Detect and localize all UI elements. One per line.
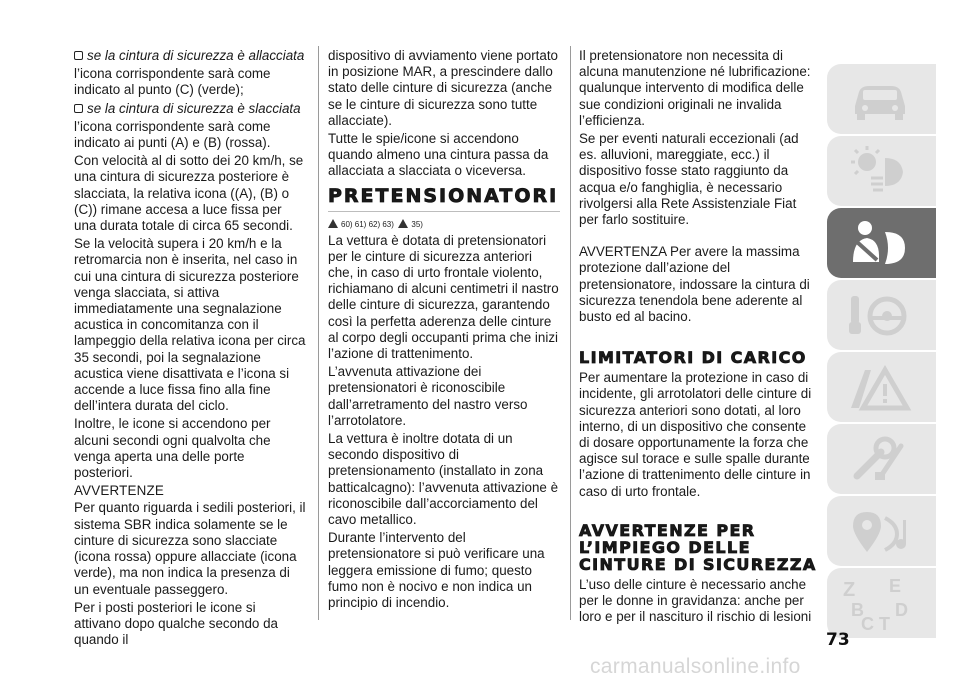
paragraph <box>74 101 306 117</box>
warning-triangle-icon <box>328 219 338 228</box>
car-icon <box>845 72 915 124</box>
paragraph: Con velocità al di sotto dei 20 km/h, se una cintura di sicurezza posteriore è slacciata, la relativa icona ((A), (B) o (C)) rimane accesa a luce fissa per una durata totale di circa 65 secondi. <box>74 153 304 234</box>
text-column-3 <box>579 48 819 627</box>
seatbelt-airbag-icon <box>845 216 915 272</box>
tab-lights-instruments[interactable] <box>827 136 936 206</box>
chapter-tabs <box>827 64 936 640</box>
page-number: 73 <box>826 630 850 650</box>
text-column-2 <box>328 48 560 613</box>
gps-multimedia-icon <box>845 504 915 560</box>
warning-triangle-road-icon <box>845 360 915 416</box>
tab-maintenance[interactable] <box>827 424 936 494</box>
paragraph: Durante l’intervento del pretensionatore si può verificare una leggera emissione di fumo; questo fumo non è nocivo e non indica un principio di incendio. <box>328 530 545 611</box>
paragraph: La vettura è dotata di pretensionatori per le cinture di sicurezza anteriori che, in caso di urto frontale violento, richiamano di alcuni centimetri il nastro delle cinture di sicurezza, garantendo così la perfetta aderenza delle cinture al corpo degli occupanti prima che inizi l’azione di trattenimento. <box>328 232 559 362</box>
paragraph: L’uso delle cinture è necessario anche per le donne in gravidanza: anche per loro e per il nascituro il rischio di lesioni <box>579 576 812 625</box>
index-letter: E <box>889 576 902 596</box>
tab-car-overview[interactable] <box>827 64 936 134</box>
warning-triangle-icon <box>398 219 408 228</box>
tools-icon <box>845 432 915 488</box>
checkbox-square-icon <box>74 51 83 60</box>
index-letter: D <box>895 600 908 620</box>
paragraph: l’icona corrispondente sarà come indicato al punto (C) (verde); <box>74 66 271 98</box>
section-heading-avvertenze <box>579 522 819 573</box>
paragraph: l’icona corrispondente sarà come indicato ai punti (A) e (B) (rossa). <box>74 118 271 151</box>
note-references: 35) <box>411 219 423 229</box>
paragraph: Inoltre, le icone si accendono per alcuni secondi ogni qualvolta che venga aperta una delle porte posteriori. <box>74 416 271 481</box>
warning-title: AVVERTENZE <box>74 483 165 499</box>
index-letter: T <box>879 614 890 632</box>
section-heading-pretensionatori: PRETENSIONATORI <box>328 186 560 212</box>
tab-safety[interactable] <box>827 208 936 278</box>
index-letter: C <box>861 614 874 632</box>
heading-line: L’IMPIEGO DELLE <box>579 537 751 557</box>
section-heading-limitatori: LIMITATORI DI CARICO <box>579 348 807 368</box>
paragraph <box>74 48 306 64</box>
heading-line: CINTURE DI SICUREZZA <box>579 554 817 574</box>
heading-line: AVVERTENZE PER <box>579 520 756 540</box>
column-divider-2 <box>570 46 571 620</box>
warning-paragraph: AVVERTENZA Per avere la massima protezione dall’azione del pretensionatore, indossare la cintura di sicurezza tenendola bene aderente al busto ed al bacino. <box>579 244 810 325</box>
text-column-1 <box>74 48 306 650</box>
note-references: 60) 61) 62) 63) <box>341 219 394 229</box>
paragraph: Il pretensionatore non necessita di alcuna manutenzione né lubrificazione: qualunque intervento di modifica delle sue condizioni originali ne invalida l’efficienza. <box>579 48 811 128</box>
steering-wheel-key-icon <box>845 288 915 344</box>
paragraph: Per quanto riguarda i sedili posteriori, il sistema SBR indica solamente se le cinture di sicurezza sono slacciate (icona rossa) oppure allacciate (icona verde), ma non indica la presenza di un eventuale passeggero. <box>74 500 306 597</box>
reference-notes <box>328 219 560 231</box>
paragraph: dispositivo di avviamento viene portato in posizione MAR, a prescindere dallo stato delle cinture di sicurezza (anche se le cinture di sicurezza sono tutte allacciate). <box>328 48 559 128</box>
paragraph: L’avvenuta attivazione dei pretensionatori è riconoscibile dall’arretramento del nastro verso l’arrotolatore. <box>328 364 528 428</box>
tab-index[interactable] <box>827 568 936 638</box>
tab-multimedia[interactable] <box>827 496 936 566</box>
bullet-heading: se la cintura di sicurezza è allacciata <box>87 48 305 63</box>
bullet-heading: se la cintura di sicurezza è slacciata <box>87 100 301 116</box>
paragraph: La vettura è inoltre dotata di un secondo dispositivo di pretensionamento (installato in zona batticalcagno): l’avvenuta attivazione è riconoscibile dall’accorciamento del cavo metallico. <box>328 431 559 528</box>
paragraph: Per aumentare la protezione in caso di incidente, gli arrotolatori delle cinture di sicurezza anteriori sono dotati, al loro interno, di un dispositivo che consente di dosare opportunamente la forza che agisce sul torace e sulle spalle durante l’azione di trattenimento delle cinture in caso di urto frontale. <box>579 370 812 499</box>
lights-sun-icon <box>845 144 915 200</box>
tab-starting-driving[interactable] <box>827 280 936 350</box>
index-letters-icon <box>837 572 917 632</box>
column-divider-1 <box>318 46 319 620</box>
paragraph: Se la velocità supera i 20 km/h e la retromarcia non è inserita, nel caso in cui una cintura di sicurezza posteriore venga slacciata, si attiva immediatamente una segnalazione acustica in concomitanza con il lampeggio della relativa icona per circa 35 secondi, poi la segnalazione acustica viene disattivata e l’icona si accende a luce fissa fino alla fine dell’intera durata del ciclo. <box>74 236 306 414</box>
index-letter: Z <box>843 579 856 601</box>
paragraph: Tutte le spie/icone si accendono quando almeno una cintura passa da allacciata a slacciata o viceversa. <box>328 131 549 179</box>
tab-emergency[interactable] <box>827 352 936 422</box>
watermark: carmanualsonline.info <box>590 655 801 678</box>
paragraph: Per i posti posteriori le icone si attivano dopo qualche secondo da quando il <box>74 599 278 648</box>
index-letter: B <box>851 600 864 620</box>
paragraph: Se per eventi naturali eccezionali (ad es. alluvioni, mareggiate, ecc.) il dispositivo fosse stato raggiunto da acqua e/o fanghiglia, è necessario rivolgersi alla Rete Assistenziale Fiat per farlo sostituire. <box>579 131 799 228</box>
checkbox-square-icon <box>74 104 83 113</box>
